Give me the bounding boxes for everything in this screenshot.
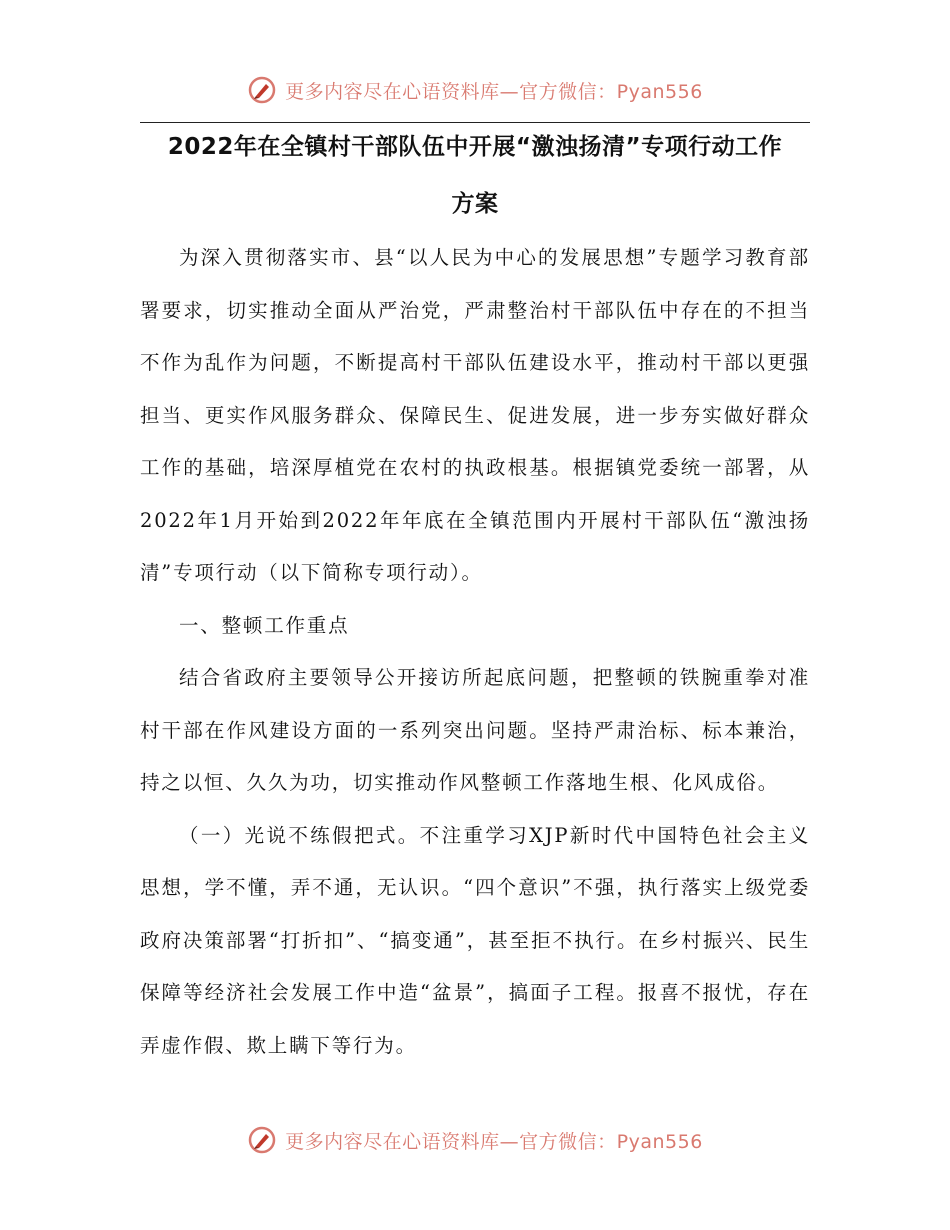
intro-paragraph: 为深入贯彻落实市、县“以人民为中心的发展思想”专题学习教育部署要求，切实推动全面从严治党，严肃整治村干部队伍中存在的不担当不作为乱作为问题，不断提高村干部队伍建设水平，推动村干部以更强担当、更实作风服务群众、保障民生、促进发展，进一步夯实做好群众工作的基础，培深厚植党在农村的执政根基。根据镇党委统一部署，从2022年1月开始到2022年年底在全镇范围内开展村干部队伍“激浊扬清”专项行动（以下简称专项行动）。 xyxy=(140,246,810,584)
pen-nib-logo-icon xyxy=(247,75,277,105)
document-title-line-2: 方案 xyxy=(451,191,499,217)
section-paragraph: 结合省政府主要领导公开接访所起底问题，把整顿的铁腕重拳对准村干部在作风建设方面的一系列突出问题。坚持严肃治标、标本兼治，持之以恒、久久为功，切实推动作风整顿工作落地生根、化风成俗。 xyxy=(140,666,810,794)
header-watermark xyxy=(0,70,950,110)
header-divider xyxy=(140,122,810,123)
item-paragraph: （一）光说不练假把式。不注重学习XJP新时代中国特色社会主义思想，学不懂，弄不通，无认识。“四个意识”不强，执行落实上级党委政府决策部署“打折扣”、“搞变通”，甚至拒不执行。在乡村振兴、民生保障等经济社会发展工作中造“盆景”，搞面子工程。报喜不报忧，存在弄虚作假、欺上瞒下等行为。 xyxy=(140,823,810,1057)
watermark-text: 更多内容尽在心语资料库—官方微信：Pyan556 xyxy=(285,1130,703,1153)
document-title-line-1: 2022年在全镇村干部队伍中开展“激浊扬清”专项行动工作 xyxy=(167,134,783,160)
pen-nib-logo-icon xyxy=(247,1125,277,1155)
section-heading: 一、整顿工作重点 xyxy=(179,613,350,637)
document-body xyxy=(140,232,810,1072)
watermark-text: 更多内容尽在心语资料库—官方微信：Pyan556 xyxy=(285,80,703,103)
footer-watermark xyxy=(0,1120,950,1160)
